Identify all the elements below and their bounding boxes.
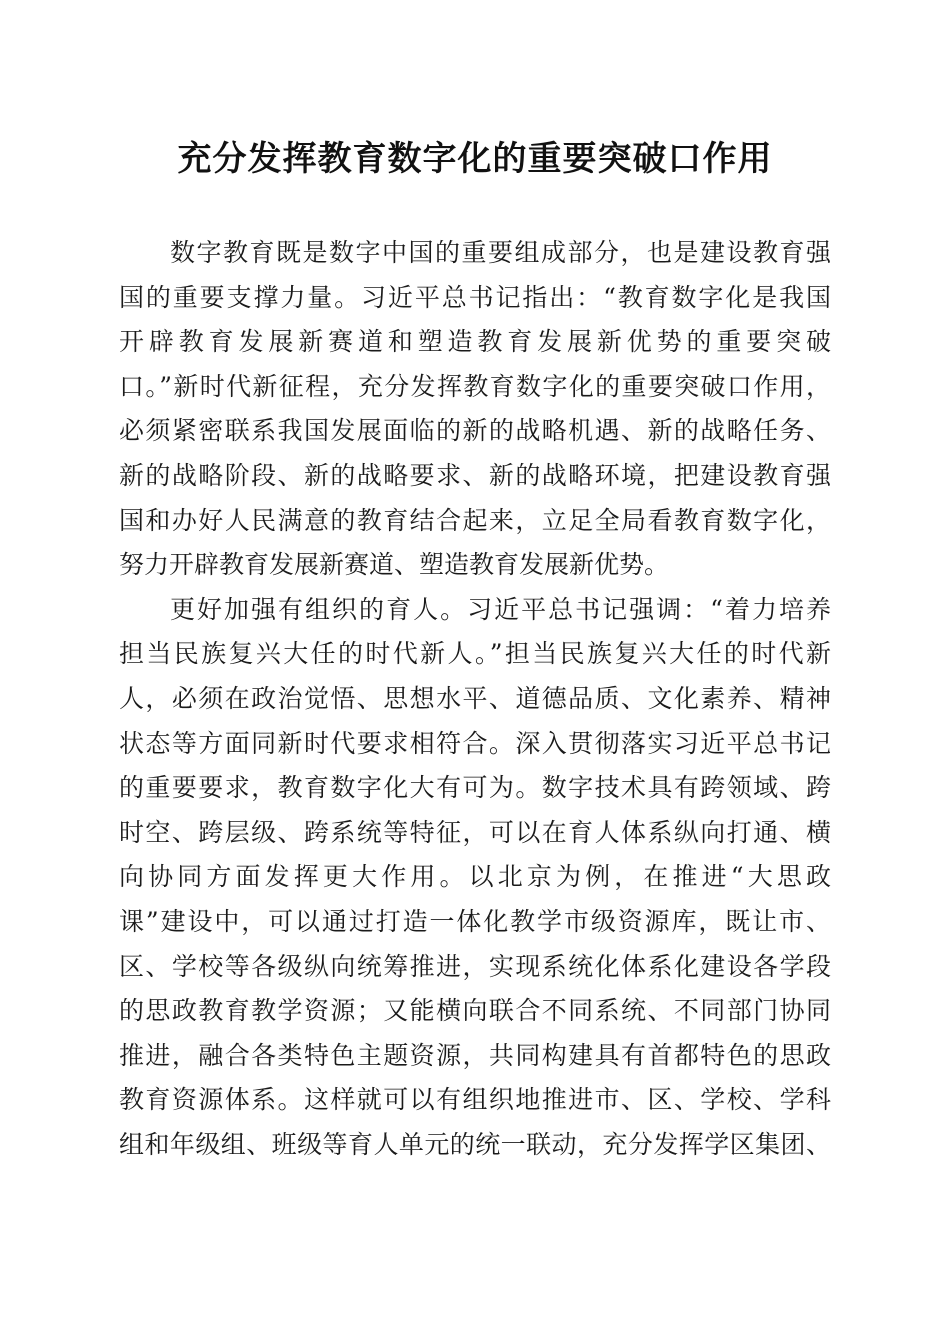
document-title: 充分发挥教育数字化的重要突破口作用 — [177, 139, 773, 179]
text-line: 组和年级组、班级等育人单元的统一联动，充分发挥学区集团、 — [119, 1129, 831, 1159]
text-line: 担当民族复兴大任的时代新人。”担当民族复兴大任的时代新 — [119, 639, 831, 669]
paragraph-2 — [119, 588, 831, 1168]
text-line: 向协同方面发挥更大作用。以北京为例，在推进“大思政 — [119, 862, 831, 892]
text-line: 新的战略阶段、新的战略要求、新的战略环境，把建设教育强 — [119, 460, 831, 490]
text-line: 口。”新时代新征程，充分发挥教育数字化的重要突破口作用， — [119, 371, 831, 401]
text-line: 数字教育既是数字中国的重要组成部分，也是建设教育强 — [170, 238, 831, 267]
text-line: 开辟教育发展新赛道和塑造教育发展新优势的重要突破 — [119, 327, 831, 357]
text-line: 时空、跨层级、跨系统等特征，可以在育人体系纵向打通、横 — [119, 817, 831, 847]
text-line: 更好加强有组织的育人。习近平总书记强调：“着力培养 — [170, 594, 831, 624]
document-body — [119, 231, 831, 1167]
text-line: 国的重要支撑力量。习近平总书记指出：“教育数字化是我国 — [119, 282, 831, 312]
text-line: 课”建设中，可以通过打造一体化教学市级资源库，既让市、 — [119, 906, 831, 936]
paragraph-1 — [119, 231, 831, 588]
text-line: 推进，融合各类特色主题资源，共同构建具有首都特色的思政 — [119, 1040, 831, 1070]
text-line: 必须紧密联系我国发展面临的新的战略机遇、新的战略任务、 — [119, 416, 831, 446]
text-line: 状态等方面同新时代要求相符合。深入贯彻落实习近平总书记 — [119, 728, 831, 758]
text-line: 教育资源体系。这样就可以有组织地推进市、区、学校、学科 — [119, 1085, 831, 1115]
text-line: 国和办好人民满意的教育结合起来，立足全局看教育数字化， — [119, 505, 831, 535]
text-line: 的思政教育教学资源；又能横向联合不同系统、不同部门协同 — [119, 996, 831, 1026]
text-line: 区、学校等各级纵向统筹推进，实现系统化体系化建设各学段 — [119, 951, 831, 981]
text-line: 努力开辟教育发展新赛道、塑造教育发展新优势。 — [119, 550, 670, 580]
text-line: 人，必须在政治觉悟、思想水平、道德品质、文化素养、精神 — [119, 683, 831, 713]
text-line: 的重要要求，教育数字化大有可为。数字技术具有跨领域、跨 — [119, 773, 831, 803]
